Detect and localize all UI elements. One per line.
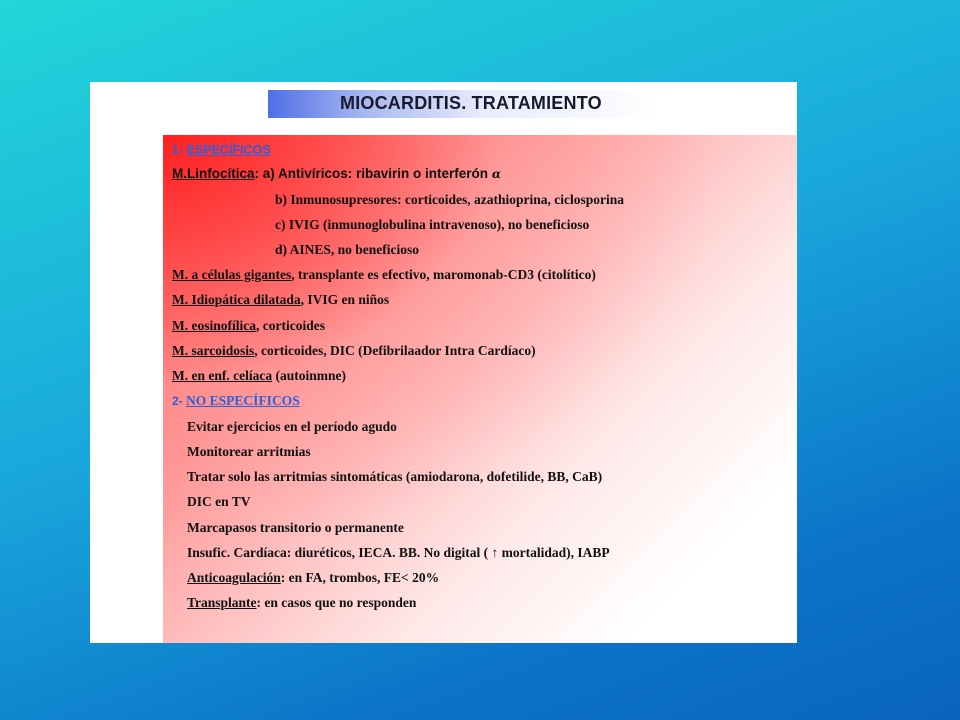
section-no-especificos-heading <box>172 393 300 409</box>
section-title-especificos[interactable]: ESPECÍFICOS <box>186 143 271 157</box>
item-label: M. eosinofílica <box>172 318 256 333</box>
alpha-symbol: α <box>491 167 502 181</box>
linfocitica-a: : a) Antivíricos: ribavirin o interferón <box>254 166 489 181</box>
no-esp-item: Tratar solo las arritmias sintomáticas (amiodarona, dofetilide, BB, CaB) <box>187 469 603 484</box>
linfocitica-c: c) IVIG (inmunoglobulina intravenoso), no beneficioso <box>275 217 590 232</box>
linfocitica-line <box>172 166 501 182</box>
section-number: 2- <box>172 394 183 408</box>
anticoagulacion-label: Anticoagulación <box>187 570 281 585</box>
linfocitica-label: M.Linfocítica <box>172 166 255 181</box>
item-celiaca <box>172 368 346 384</box>
no-esp-item: Evitar ejercicios en el período agudo <box>187 419 397 434</box>
section-title-no-especificos[interactable]: NO ESPECÍFICOS <box>186 393 300 408</box>
content-panel <box>163 135 797 643</box>
slide <box>90 82 797 643</box>
item-label: M. en enf. celíaca <box>172 368 273 383</box>
no-esp-item: Monitorear arritmias <box>187 444 311 459</box>
item-label: M. Idiopática dilatada <box>172 292 301 307</box>
item-celulas-gigantes <box>172 267 596 283</box>
no-esp-item: Insufic. Cardíaca: diuréticos, IECA. BB. No digital ( ↑ mortalidad), IABP <box>187 545 610 560</box>
item-label: M. sarcoidosis <box>172 343 255 358</box>
anticoagulacion-text: : en FA, trombos, FE< 20% <box>280 570 440 585</box>
item-text: , transplante es efectivo, maromonab-CD3 (citolítico) <box>291 267 596 282</box>
item-label: M. a células gigantes <box>172 267 292 282</box>
linfocitica-b: b) Inmunosupresores: corticoides, azathioprina, ciclosporina <box>275 192 625 207</box>
slide-title: MIOCARDITIS. TRATAMIENTO <box>340 93 602 113</box>
transplante-text: : en casos que no responden <box>256 595 417 610</box>
item-eosinofilica <box>172 318 325 334</box>
no-esp-item: Marcapasos transitorio o permanente <box>187 520 404 535</box>
item-sarcoidosis <box>172 343 536 359</box>
transplante-line <box>187 595 416 611</box>
transplante-label: Transplante <box>187 595 257 610</box>
item-text: (autoinmne) <box>272 368 346 383</box>
item-idiopatica-dilatada <box>172 292 389 308</box>
item-text: , IVIG en niños <box>300 292 390 307</box>
no-esp-item: DIC en TV <box>187 494 251 509</box>
section-number: 1- <box>172 143 184 157</box>
item-text: , corticoides, DIC (Defibrilaador Intra Cardíaco) <box>254 343 536 358</box>
anticoagulacion-line <box>187 570 439 586</box>
section-especificos-heading <box>172 142 271 158</box>
linfocitica-d: d) AINES, no beneficioso <box>275 242 420 257</box>
item-text: , corticoides <box>256 318 325 333</box>
